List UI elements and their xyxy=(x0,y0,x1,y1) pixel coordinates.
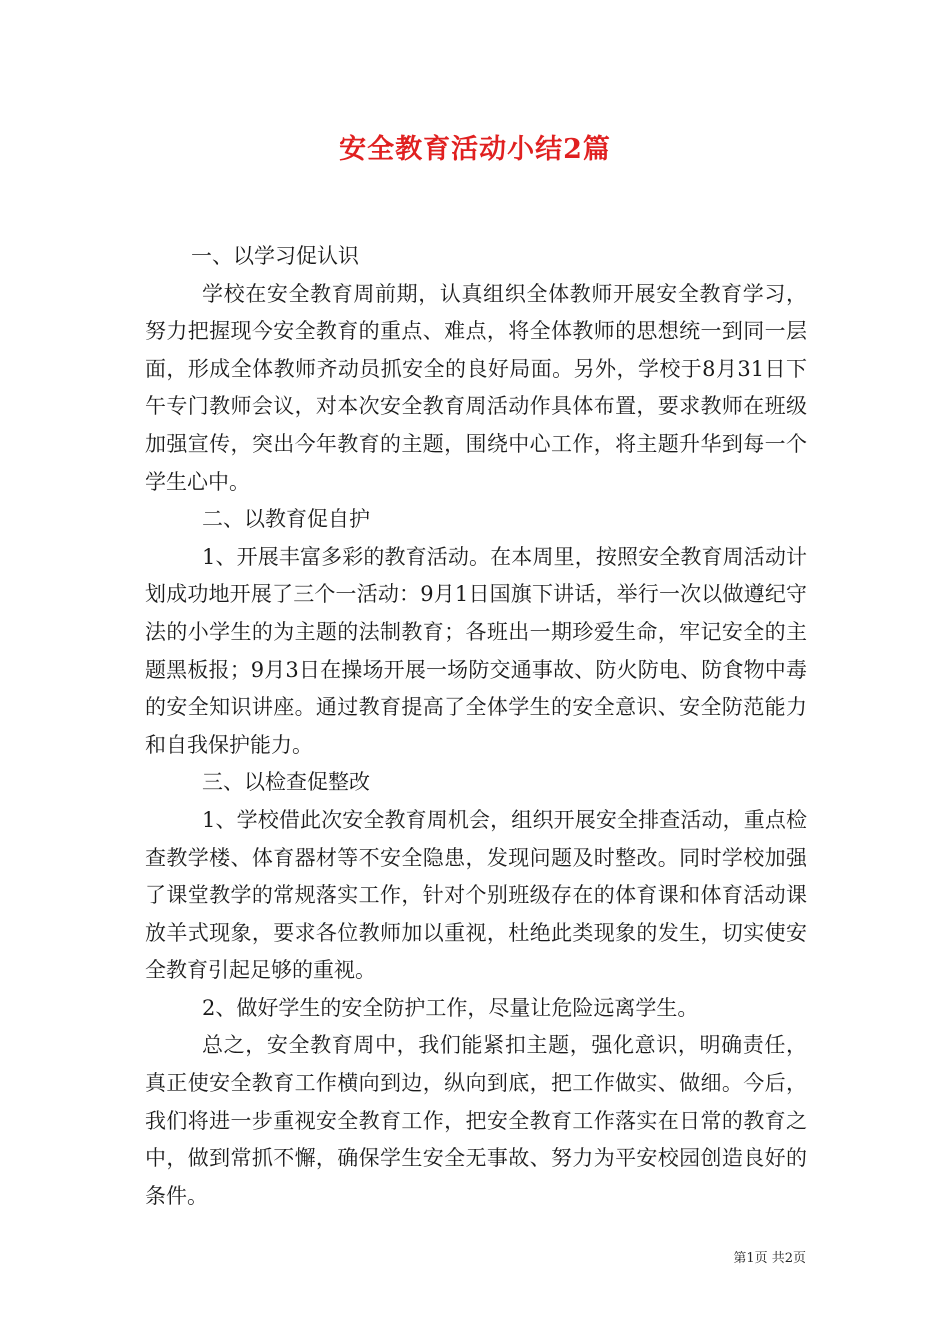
document-body xyxy=(145,238,807,1215)
section-1-paragraph: 学校在安全教育周前期，认真组织全体教师开展安全教育学习，努力把握现今安全教育的重点、难点，将全体教师的思想统一到同一层面，形成全体教师齐动员抓安全的良好局面。另外，学校于8月31日下午专门教师会议，对本次安全教育周活动作具体布置，要求教师在班级加强宣传，突出今年教育的主题，围绕中心工作，将主题升华到每一个学生心中。 xyxy=(145,281,807,494)
section-3-paragraph-2: 2、做好学生的安全防护工作，尽量让危险远离学生。 xyxy=(202,995,699,1020)
section-heading-2: 二、以教育促自护 xyxy=(202,507,370,532)
section-heading-1: 一、以学习促认识 xyxy=(191,244,359,268)
section-3-paragraph-1: 1、学校借此次安全教育周机会，组织开展安全排查活动，重点检查教学楼、体育器材等不安全隐患，发现问题及时整改。同时学校加强了课堂教学的常规落实工作，针对个别班级存在的体育课和体育活动课放羊式现象，要求各位教师加以重视，杜绝此类现象的发生，切实使安全教育引起足够的重视。 xyxy=(145,807,807,983)
page-indicator: 第1页 共2页 xyxy=(733,1251,806,1266)
conclusion-paragraph: 总之，安全教育周中，我们能紧扣主题，强化意识，明确责任，真正使安全教育工作横向到边，纵向到底，把工作做实、做细。今后，我们将进一步重视安全教育工作，把安全教育工作落实在日常的教育之中，做到常抓不懈，确保学生安全无事故、努力为平安校园创造良好的条件。 xyxy=(145,1033,807,1208)
document-title: 安全教育活动小结2篇 xyxy=(339,134,611,165)
section-heading-3: 三、以检查促整改 xyxy=(202,770,370,795)
section-2-paragraph: 1、开展丰富多彩的教育活动。在本周里，按照安全教育周活动计划成功地开展了三个一活动：9月1日国旗下讲话，举行一次以做遵纪守法的小学生的为主题的法制教育；各班出一期珍爱生命，牢记安全的主题黑板报；9月3日在操场开展一场防交通事故、防火防电、防食物中毒的安全知识讲座。通过教育提高了全体学生的安全意识、安全防范能力和自我保护能力。 xyxy=(145,544,807,757)
